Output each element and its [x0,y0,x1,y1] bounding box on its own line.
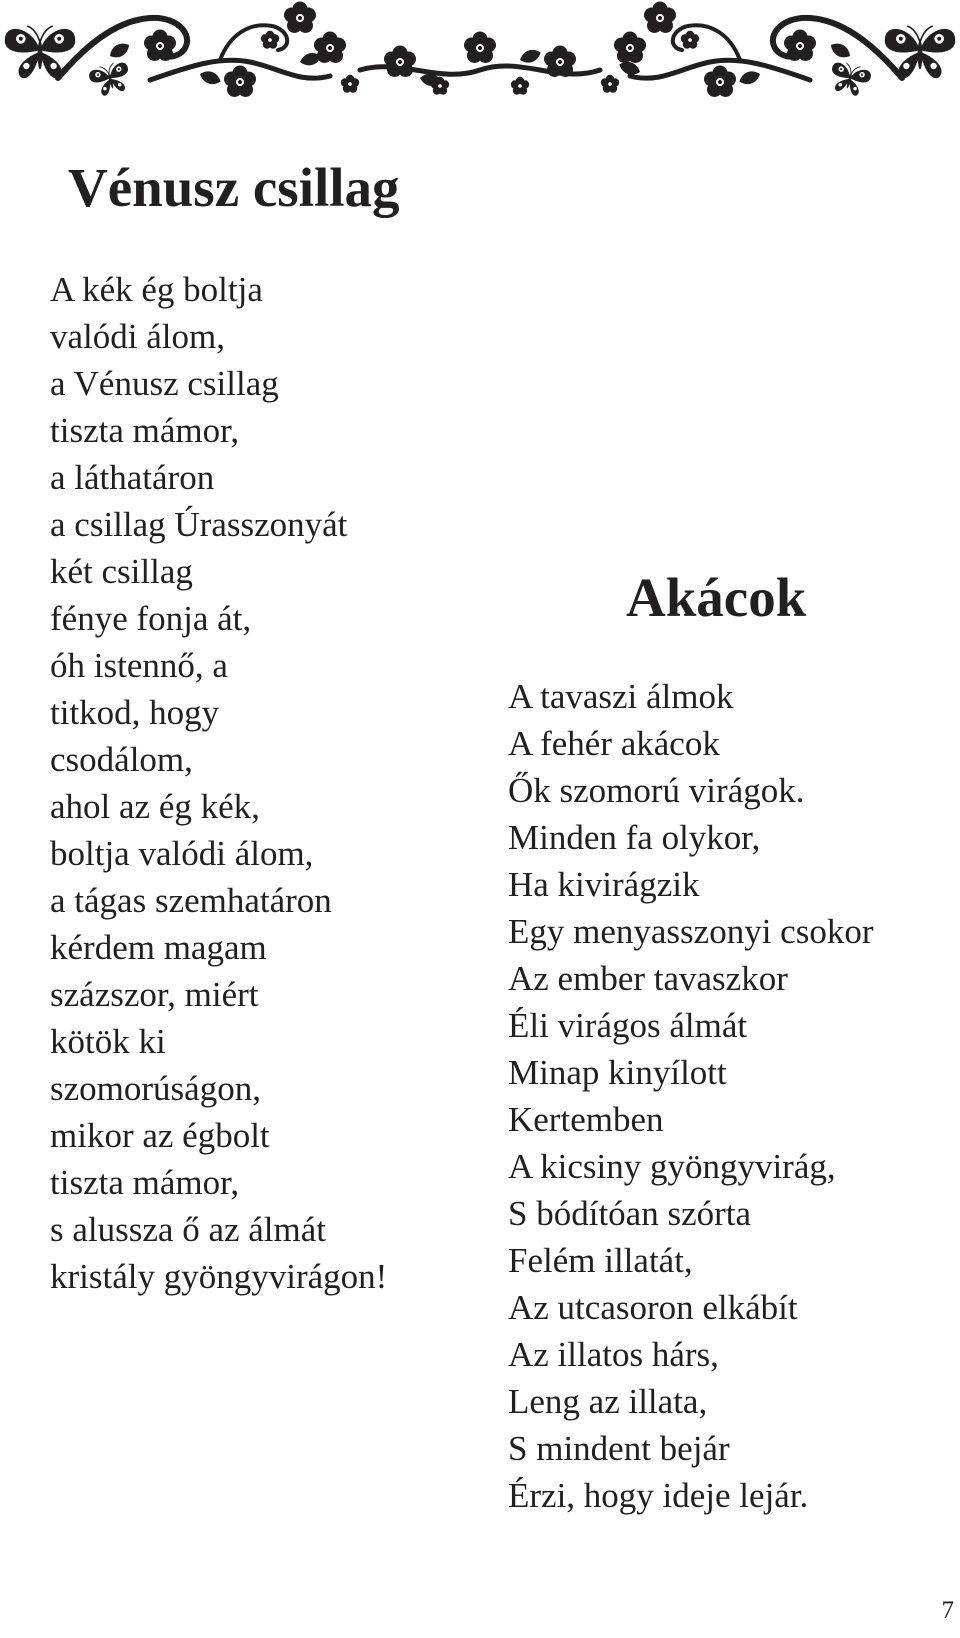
poem-line: Minap kinyílott [508,1053,727,1092]
poem-line: S bódítóan szórta [508,1194,752,1233]
poem-2-title: Akácok [626,567,807,628]
poem-line: Az utcasoron elkábít [508,1288,798,1327]
poem-line: mikor az égbolt [50,1116,270,1155]
poem-line: a Vénusz csillag [50,364,279,403]
poem-line: szomorúságon, [50,1069,261,1108]
poem-line: boltja valódi álom, [50,834,314,873]
poem-line: kérdem magam [50,928,267,967]
poem-line: ahol az ég kék, [50,787,260,826]
poem-line: Leng az illata, [508,1382,708,1421]
poem-line: tiszta mámor, [50,411,240,450]
poem-line: Az ember tavaszkor [508,959,788,998]
poem-1-body [50,266,387,1300]
poem-line: két csillag [50,552,193,591]
poem-line: A kicsiny gyöngyvirág, [508,1147,836,1186]
poem-line: S mindent bejár [508,1429,730,1468]
poem-line: Kertemben [508,1100,664,1139]
poem-line: s alussza ő az álmát [50,1210,327,1249]
poem-line: csodálom, [50,740,193,779]
poem-line: fénye fonja át, [50,599,252,638]
poem-line: A tavaszi álmok [508,677,734,716]
poem-line: Ők szomorú virágok. [508,771,805,810]
page-number: 7 [941,1597,954,1624]
poem-line: kötök ki [50,1022,166,1061]
poem-line: Az illatos hárs, [508,1335,719,1374]
poem-line: Érzi, hogy ideje lejár. [508,1476,809,1515]
poem-line: kristály gyöngyvirágon! [50,1257,388,1296]
poem-2-body [508,673,873,1519]
poem-line: óh istennő, a [50,646,228,685]
poem-line: Éli virágos álmát [508,1006,748,1045]
poem-line: Minden fa olykor, [508,818,761,857]
poem-line: Felém illatát, [508,1241,693,1280]
poem-line: a csillag Úrasszonyát [50,505,348,544]
poem-line: a tágas szemhatáron [50,881,332,920]
poem-line: Egy menyasszonyi csokor [508,912,874,951]
poem-line: a láthatáron [50,458,215,497]
floral-butterfly-border-icon [0,0,960,110]
poem-1-title: Vénusz csillag [68,157,400,218]
poem-line: titkod, hogy [50,693,220,732]
poem-line: A kék ég boltja [50,270,263,309]
poem-line: százszor, miért [50,975,259,1014]
poem-line: valódi álom, [50,317,225,356]
poem-line: tiszta mámor, [50,1163,240,1202]
poem-line: Ha kivirágzik [508,865,700,904]
poem-line: A fehér akácok [508,724,720,763]
